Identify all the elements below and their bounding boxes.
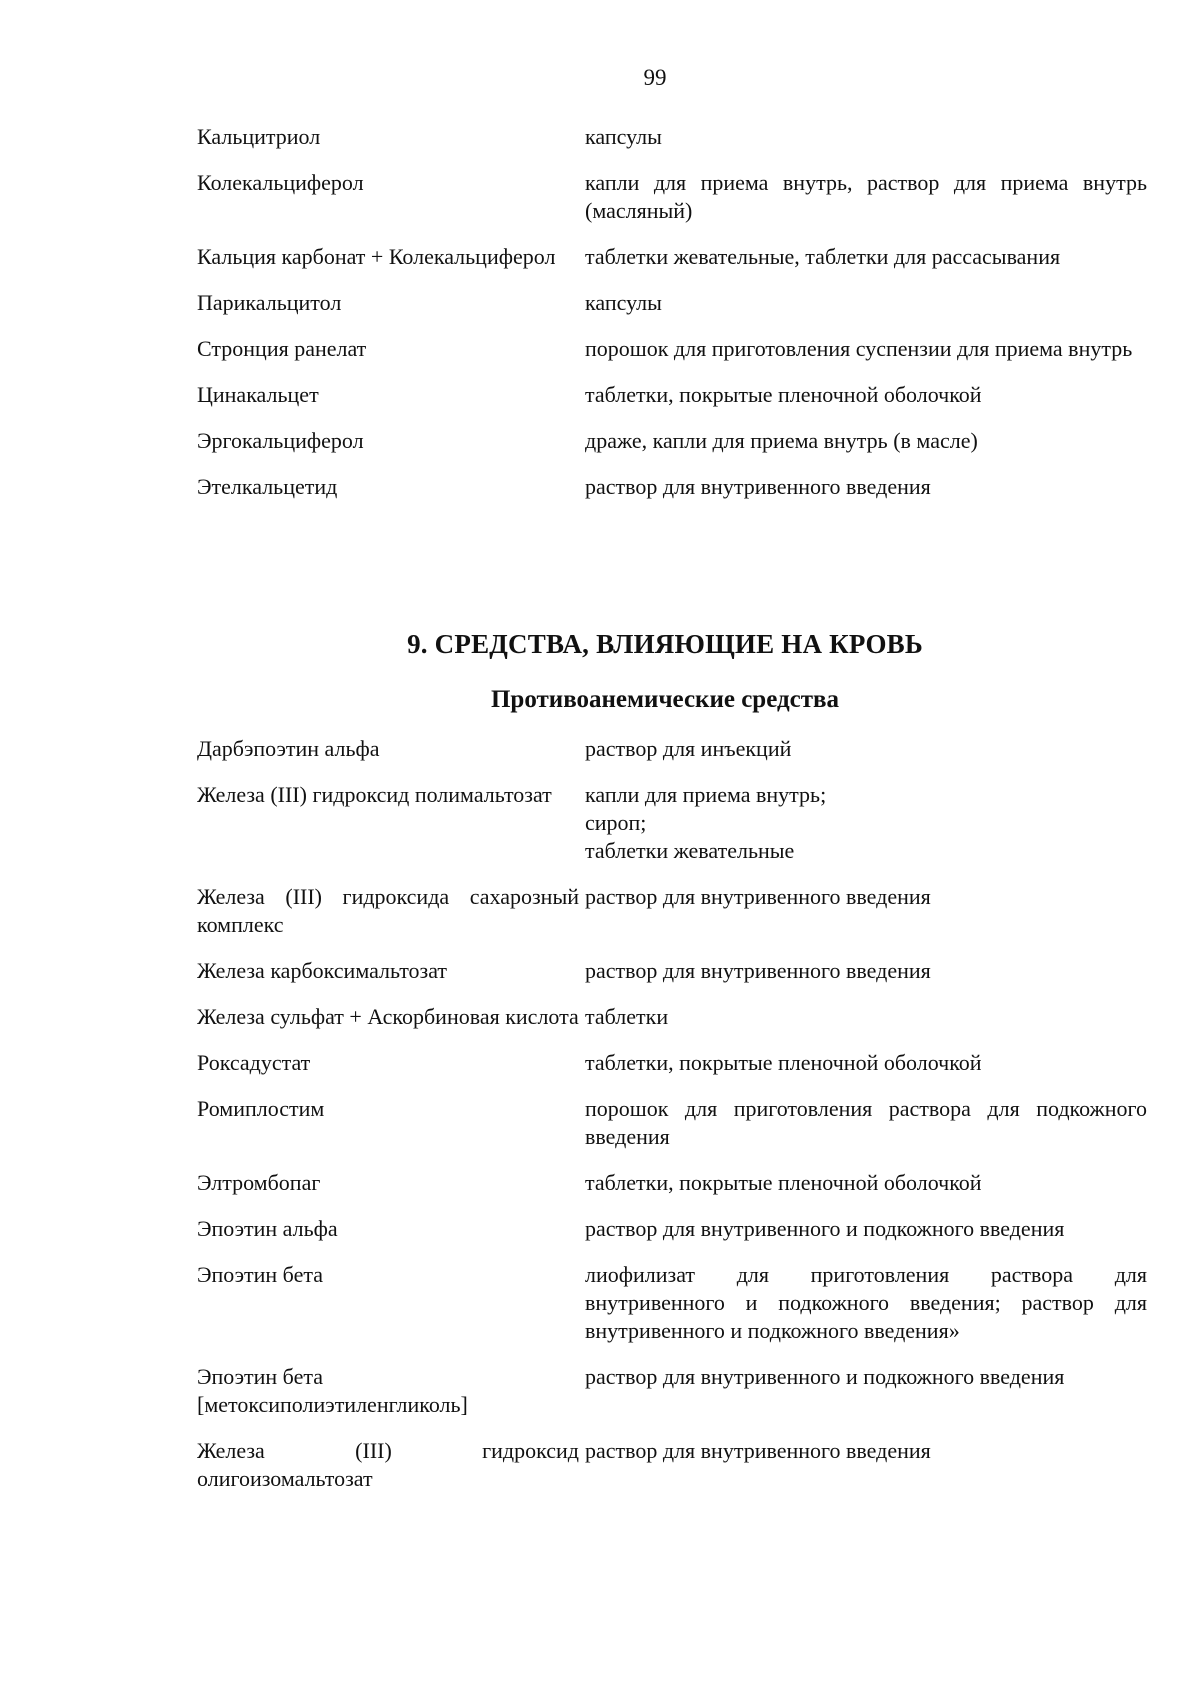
drug-name bbox=[197, 1003, 579, 1031]
dosage-form bbox=[585, 1215, 1147, 1243]
dosage-form-line: таблетки bbox=[585, 1004, 669, 1029]
table-row bbox=[0, 335, 1200, 363]
dosage-form bbox=[585, 1363, 1147, 1419]
dosage-form bbox=[585, 957, 1147, 985]
table-row bbox=[0, 1437, 1200, 1493]
dosage-form bbox=[585, 381, 1147, 409]
table-row bbox=[0, 781, 1200, 865]
dosage-form bbox=[585, 243, 1147, 271]
dosage-form bbox=[585, 1169, 1147, 1197]
drug-name bbox=[197, 123, 579, 151]
drug-name bbox=[197, 1363, 579, 1419]
table-row bbox=[0, 957, 1200, 985]
drug-name-line: Эпоэтин бета bbox=[197, 1262, 323, 1287]
table-row bbox=[0, 735, 1200, 763]
dosage-form-line: раствор для внутривенного введения bbox=[585, 958, 931, 983]
dosage-form bbox=[585, 883, 1147, 939]
dosage-form-line: раствор для внутривенного введения bbox=[585, 1438, 931, 1463]
dosage-form-line: таблетки, покрытые пленочной оболочкой bbox=[585, 382, 982, 407]
section-title: 9. СРЕДСТВА, ВЛИЯЮЩИЕ НА КРОВЬ bbox=[407, 629, 923, 659]
drug-name-line: Железа (III) гидроксид олигоизомальтозат bbox=[197, 1438, 579, 1491]
dosage-form bbox=[585, 1003, 1147, 1031]
table-row bbox=[0, 427, 1200, 455]
dosage-form bbox=[585, 781, 1147, 865]
dosage-form-line: раствор для внутривенного введения bbox=[585, 884, 931, 909]
dosage-form-line: порошок для приготовления суспензии для приема внутрь bbox=[585, 336, 1133, 361]
table-row bbox=[0, 243, 1200, 271]
table-row bbox=[0, 1003, 1200, 1031]
drug-name-line: [метоксиполиэтиленгликоль] bbox=[197, 1392, 468, 1417]
drug-name-line: Стронция ранелат bbox=[197, 336, 367, 361]
dosage-form bbox=[585, 1095, 1147, 1151]
drug-name-line: Железа сульфат + Аскорбиновая кислота bbox=[197, 1004, 579, 1029]
drug-name bbox=[197, 381, 579, 409]
drug-name-line: Эпоэтин бета bbox=[197, 1364, 323, 1389]
drug-name bbox=[197, 1169, 579, 1197]
page-number: 99 bbox=[643, 65, 667, 90]
drug-name bbox=[197, 473, 579, 501]
drug-name-line: Парикальцитол bbox=[197, 290, 342, 315]
drug-name-line: Элтромбопаг bbox=[197, 1170, 321, 1195]
table-row bbox=[0, 1049, 1200, 1077]
dosage-form bbox=[585, 735, 1147, 763]
dosage-form-line: капсулы bbox=[585, 124, 662, 149]
table-row bbox=[0, 1215, 1200, 1243]
drug-name bbox=[197, 1215, 579, 1243]
drug-name-line: Кальция карбонат + Колекальциферол bbox=[197, 244, 556, 269]
dosage-form bbox=[585, 1049, 1147, 1077]
drug-name-line: Роксадустат bbox=[197, 1050, 311, 1075]
table-row bbox=[0, 289, 1200, 317]
drug-name bbox=[197, 335, 579, 363]
dosage-form-line: раствор для инъекций bbox=[585, 736, 792, 761]
dosage-form-line: капли для приема внутрь; bbox=[585, 782, 827, 807]
dosage-form-line: раствор для внутривенного введения bbox=[585, 474, 931, 499]
drug-name bbox=[197, 1049, 579, 1077]
drug-name bbox=[197, 1261, 579, 1345]
dosage-form bbox=[585, 427, 1147, 455]
dosage-form bbox=[585, 289, 1147, 317]
dosage-form-line: капли для приема внутрь, раствор для приема внутрь (масляный) bbox=[585, 170, 1147, 223]
dosage-form-line: таблетки, покрытые пленочной оболочкой bbox=[585, 1050, 982, 1075]
table-row bbox=[0, 123, 1200, 151]
dosage-form-line: капсулы bbox=[585, 290, 662, 315]
drug-name bbox=[197, 735, 579, 763]
drug-name-line: Железа (III) гидроксида сахарозный комплекс bbox=[197, 884, 579, 937]
table-row bbox=[0, 883, 1200, 939]
dosage-form bbox=[585, 123, 1147, 151]
dosage-form-line: таблетки жевательные bbox=[585, 838, 795, 863]
drug-name bbox=[197, 1095, 579, 1151]
drug-name bbox=[197, 781, 579, 865]
drug-name-line: Цинакальцет bbox=[197, 382, 319, 407]
drug-name bbox=[197, 957, 579, 985]
drug-name bbox=[197, 289, 579, 317]
dosage-form-line: раствор для внутривенного и подкожного введения bbox=[585, 1216, 1065, 1241]
dosage-form-line: драже, капли для приема внутрь (в масле) bbox=[585, 428, 978, 453]
drug-name bbox=[197, 169, 579, 225]
drug-name-line: Кальцитриол bbox=[197, 124, 321, 149]
drug-name-line: Железа карбоксимальтозат bbox=[197, 958, 448, 983]
drug-name bbox=[197, 1437, 579, 1493]
dosage-form bbox=[585, 335, 1147, 363]
table-row bbox=[0, 1095, 1200, 1151]
drug-name-line: Этелкальцетид bbox=[197, 474, 338, 499]
table-row bbox=[0, 169, 1200, 225]
dosage-form-line: раствор для внутривенного и подкожного введения bbox=[585, 1364, 1065, 1389]
dosage-form-line: лиофилизат для приготовления раствора для внутривенного и подкожного введения; раствор для внутривенного и подкожного введения» bbox=[585, 1262, 1147, 1343]
dosage-form-line: таблетки жевательные, таблетки для рассасывания bbox=[585, 244, 1061, 269]
drug-name-line: Эпоэтин альфа bbox=[197, 1216, 338, 1241]
subsection-title: Противоанемические средства bbox=[490, 686, 839, 713]
drug-name-line: Железа (III) гидроксид полимальтозат bbox=[197, 782, 552, 807]
dosage-form-line: порошок для приготовления раствора для подкожного введения bbox=[585, 1096, 1147, 1149]
dosage-form-line: таблетки, покрытые пленочной оболочкой bbox=[585, 1170, 982, 1195]
dosage-form-line: сироп; bbox=[585, 810, 647, 835]
table-row bbox=[0, 473, 1200, 501]
dosage-form bbox=[585, 1261, 1147, 1345]
drug-name bbox=[197, 883, 579, 939]
dosage-form bbox=[585, 169, 1147, 225]
drug-table-before bbox=[0, 123, 1200, 519]
dosage-form bbox=[585, 473, 1147, 501]
drug-name bbox=[197, 427, 579, 455]
drug-table-after bbox=[0, 735, 1200, 1511]
table-row bbox=[0, 381, 1200, 409]
drug-name-line: Колекальциферол bbox=[197, 170, 364, 195]
table-row bbox=[0, 1261, 1200, 1345]
dosage-form bbox=[585, 1437, 1147, 1493]
drug-name-line: Эргокальциферол bbox=[197, 428, 364, 453]
drug-name-line: Ромиплостим bbox=[197, 1096, 325, 1121]
table-row bbox=[0, 1169, 1200, 1197]
drug-name-line: Дарбэпоэтин альфа bbox=[197, 736, 380, 761]
table-row bbox=[0, 1363, 1200, 1419]
drug-name bbox=[197, 243, 579, 271]
